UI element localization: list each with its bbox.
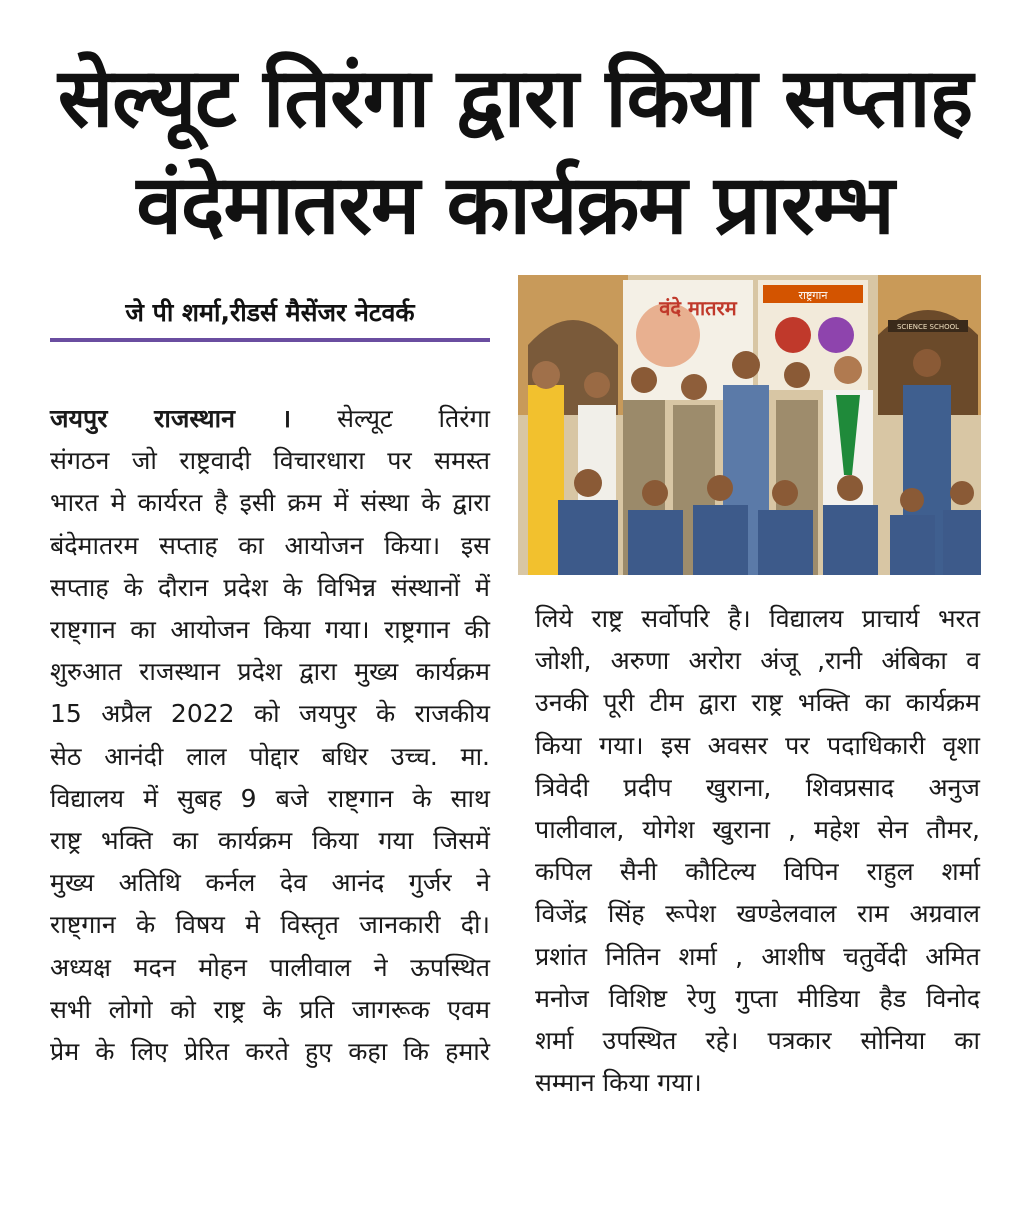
headline-line-2: वंदेमातरम कार्यक्रम प्रारम्भ (136, 158, 894, 253)
article-line: प्रेम के लिए प्रेरित करते हुए कहा कि हमारे (50, 1037, 490, 1067)
article-line: भारत मे कार्यरत है इसी क्रम में संस्था के द्वारा (50, 488, 490, 518)
photo-banner-right: राष्ट्रगान (798, 289, 828, 302)
article-line: कपिल सैनी कौटिल्य विपिन राहुल शर्मा (535, 857, 980, 887)
article-line: प्रशांत नितिन शर्मा , आशीष चतुर्वेदी अमित (535, 941, 980, 971)
dateline: जयपुर राजस्थान । (50, 404, 292, 433)
article-line: लिये राष्ट्र सर्वोपरि है। विद्यालय प्राचार्य भरत (535, 604, 980, 633)
article-line: राष्ट्र भक्ति का कार्यक्रम किया गया जिसमें (50, 826, 490, 856)
article-line: राष्ट्गान के विषय मे विस्तृत जानकारी दी। (50, 910, 490, 940)
news-photo (518, 275, 981, 575)
article-line: मुख्य अतिथि कर्नल देव आनंद गुर्जर ने (50, 868, 490, 898)
article-line: बंदेमातरम सप्ताह का आयोजन किया। इस (50, 530, 490, 560)
article-line: 15 अप्रैल 2022 को जयपुर के राजकीय (50, 699, 490, 729)
article-line: उनकी पूरी टीम द्वारा राष्ट्र भक्ति का कार्यक्रम (535, 688, 980, 718)
article-line: राष्ट्गान का आयोजन किया गया। राष्ट्रगान की (50, 615, 490, 645)
article-line: विद्यालय में सुबह 9 बजे राष्ट्गान के साथ (50, 783, 490, 813)
article-line: जोशी, अरुणा अरोरा अंजू ,रानी अंबिका व (535, 646, 980, 676)
article-line: विजेंद्र सिंह रूपेश खण्डेलवाल राम अग्रवाल (535, 899, 980, 929)
article-line: शर्मा उपस्थित रहे। पत्रकार सोनिया का (535, 1026, 980, 1056)
photo-banner-left: वंदे मातरम (659, 296, 737, 320)
article-column-2 (535, 598, 980, 1104)
article-line-text: सेल्यूट तिरंगा (337, 404, 490, 433)
headline-line-1: सेल्यूट तिरंगा द्वारा किया सप्ताह (57, 51, 973, 146)
article-line: शुरुआत राजस्थान प्रदेश द्वारा मुख्य कार्यक्रम (50, 657, 490, 687)
article-line: अध्यक्ष मदन मोहन पालीवाल ने ऊपस्थित (50, 952, 490, 982)
article-line: संगठन जो राष्ट्रवादी विचारधारा पर समस्त (50, 446, 490, 476)
byline-divider (50, 338, 490, 342)
article-line (50, 398, 490, 440)
photo-sign: SCIENCE SCHOOL (896, 323, 960, 331)
byline: जे पी शर्मा,रीडर्स मैसेंजर नेटवर्क (125, 298, 415, 327)
article-line: त्रिवेदी प्रदीप खुराना, शिवप्रसाद अनुज (535, 772, 980, 802)
article-line: सप्ताह के दौरान प्रदेश के विभिन्न संस्थानों में (50, 572, 490, 602)
article-column-1 (50, 398, 490, 1073)
article-line: किया गया। इस अवसर पर पदाधिकारी वृशा (535, 730, 980, 760)
article-line: सम्मान किया गया। (535, 1068, 702, 1098)
article-line: सेठ आनंदी लाल पोद्दार बधिर उच्च. मा. (50, 741, 490, 771)
article-line: पालीवाल, योगेश खुराना , महेश सेन तौमर, (535, 815, 980, 845)
article-line: मनोज विशिष्ट रेणु गुप्ता मीडिया हैड विनोद (535, 983, 980, 1013)
article-line: सभी लोगो को राष्ट्र के प्रति जागरूक एवम (50, 994, 490, 1024)
